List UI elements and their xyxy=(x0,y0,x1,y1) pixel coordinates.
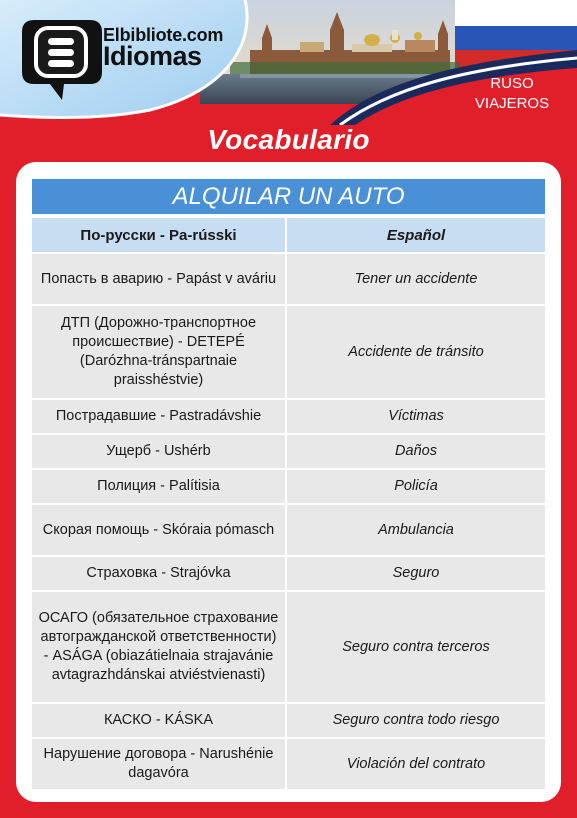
cell-russian: КАСКО - KÁSKA xyxy=(32,704,287,737)
cell-spanish: Seguro xyxy=(287,557,545,590)
brand-name: Idiomas xyxy=(103,41,202,71)
cell-russian: Нарушение договора - Narushénie dagavóra xyxy=(32,739,287,789)
table-row xyxy=(32,739,545,789)
badge-category: VIAJEROS xyxy=(474,95,550,112)
table-row xyxy=(32,704,545,737)
table-row xyxy=(32,254,545,304)
cell-russian: Скорая помощь - Skóraia pómasch xyxy=(32,505,287,555)
table-row xyxy=(32,306,545,398)
section-title: Vocabulario xyxy=(207,124,370,155)
cell-spanish: Tener un accidente xyxy=(287,254,545,304)
table-row xyxy=(32,400,545,433)
speech-bubble-logo-icon xyxy=(20,16,110,111)
cell-russian: ОСАГО (обязательное страхование автогражданской ответственности) - ASÁGA (obiazátielnaia strajavánie avtagrazhdánskai atviéstvienasti) xyxy=(32,592,287,702)
cell-spanish: Accidente de tránsito xyxy=(287,306,545,398)
cell-spanish: Seguro contra terceros xyxy=(287,592,545,702)
cell-spanish: Policía xyxy=(287,470,545,503)
cell-spanish: Víctimas xyxy=(287,400,545,433)
header-russian: По-русски - Pa-rússki xyxy=(32,218,287,252)
cell-russian: Попасть в аварию - Papást v aváriu xyxy=(32,254,287,304)
table-row xyxy=(32,470,545,503)
table-header-row xyxy=(32,218,545,252)
cell-russian: Ущерб - Ushérb xyxy=(32,435,287,468)
cell-spanish: Daños xyxy=(287,435,545,468)
cell-russian: ДТП (Дорожно-транспортное происшествие) - DETEPÉ (Darózhna-tránspartnaie praisshéstvie) xyxy=(32,306,287,398)
cell-russian: Пострадавшие - Pastradávshie xyxy=(32,400,287,433)
vocabulary-table xyxy=(32,216,545,791)
cell-spanish: Seguro contra todo riesgo xyxy=(287,704,545,737)
badge-language: RUSO xyxy=(490,75,534,92)
cell-russian: Страховка - Strajóvka xyxy=(32,557,287,590)
table-row xyxy=(32,505,545,555)
table-row xyxy=(32,435,545,468)
brand-logo[interactable] xyxy=(0,0,255,118)
cell-spanish: Ambulancia xyxy=(287,505,545,555)
cell-russian: Полиция - Palítisia xyxy=(32,470,287,503)
table-row xyxy=(32,557,545,590)
table-title: ALQUILAR UN AUTO xyxy=(32,179,545,214)
brand-site: Elbibliote.com xyxy=(103,25,224,45)
cell-spanish: Violación del contrato xyxy=(287,739,545,789)
header-spanish: Español xyxy=(287,218,545,252)
table-row xyxy=(32,592,545,702)
header xyxy=(0,0,577,125)
